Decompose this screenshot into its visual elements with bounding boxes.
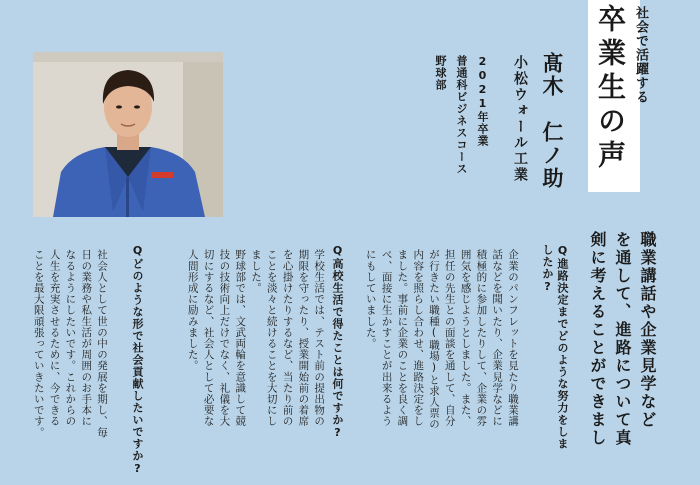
answer-3: 社会人として世の中の発展を期し、毎 日の業務や私生活が周囲のお手本に なるようにしたいです。これからの 人生を充実させるために、今できる ことを最大限頑張っていきたいです。 xyxy=(32,249,108,438)
question-3: Qどのような形で社会貢献したいですか? xyxy=(131,244,144,476)
question-1: Q進路決定までどのような努力をしま したか? xyxy=(541,244,569,450)
answer-1: 企業のパンフレットを見たり職業講 話などを聞いたり、企業見学などに 積極的に参加したりして、企業の雰 囲気を感じようとしました。また、 担任の先生との面談を通して、自分 が行きたい職種(職場)と求人票の 内容を照らし合わせ、進路決定をし ました。事前に企業のことを良く調 べ、面接に生かすことが出来るよう にもしていました。 xyxy=(364,249,519,430)
answer-2: 学校生活では、テスト前の提出物の 期限を守ったり、授業開始前の着席 を心掛けたりするなど、当たり前の ことを淡々と続けることを大切にし ました。 野球部では、文武両輪を意識して競 技の技術向上だけでなく、礼儀を大 切にするなど、社会人として必要な 人間形成に励みました。 xyxy=(186,249,326,427)
portrait-photo xyxy=(33,52,223,217)
page-title: 卒業生の声 xyxy=(594,4,627,174)
page-subtitle: 社会で活躍する xyxy=(633,6,648,104)
question-2: Q高校生活で得たことは何ですか? xyxy=(331,244,344,440)
alumni-name: 髙木 仁ノ助 xyxy=(540,52,564,190)
graduation-info: 2021年卒業 普通科ビジネスコース 野球部 xyxy=(434,55,489,175)
company-name: 小松ウォール工業 xyxy=(512,55,528,183)
headline-quote: 職業講話や企業見学など を通して、進路について真 剣に考えることができまし xyxy=(588,231,657,447)
person-photo-icon xyxy=(33,52,223,217)
